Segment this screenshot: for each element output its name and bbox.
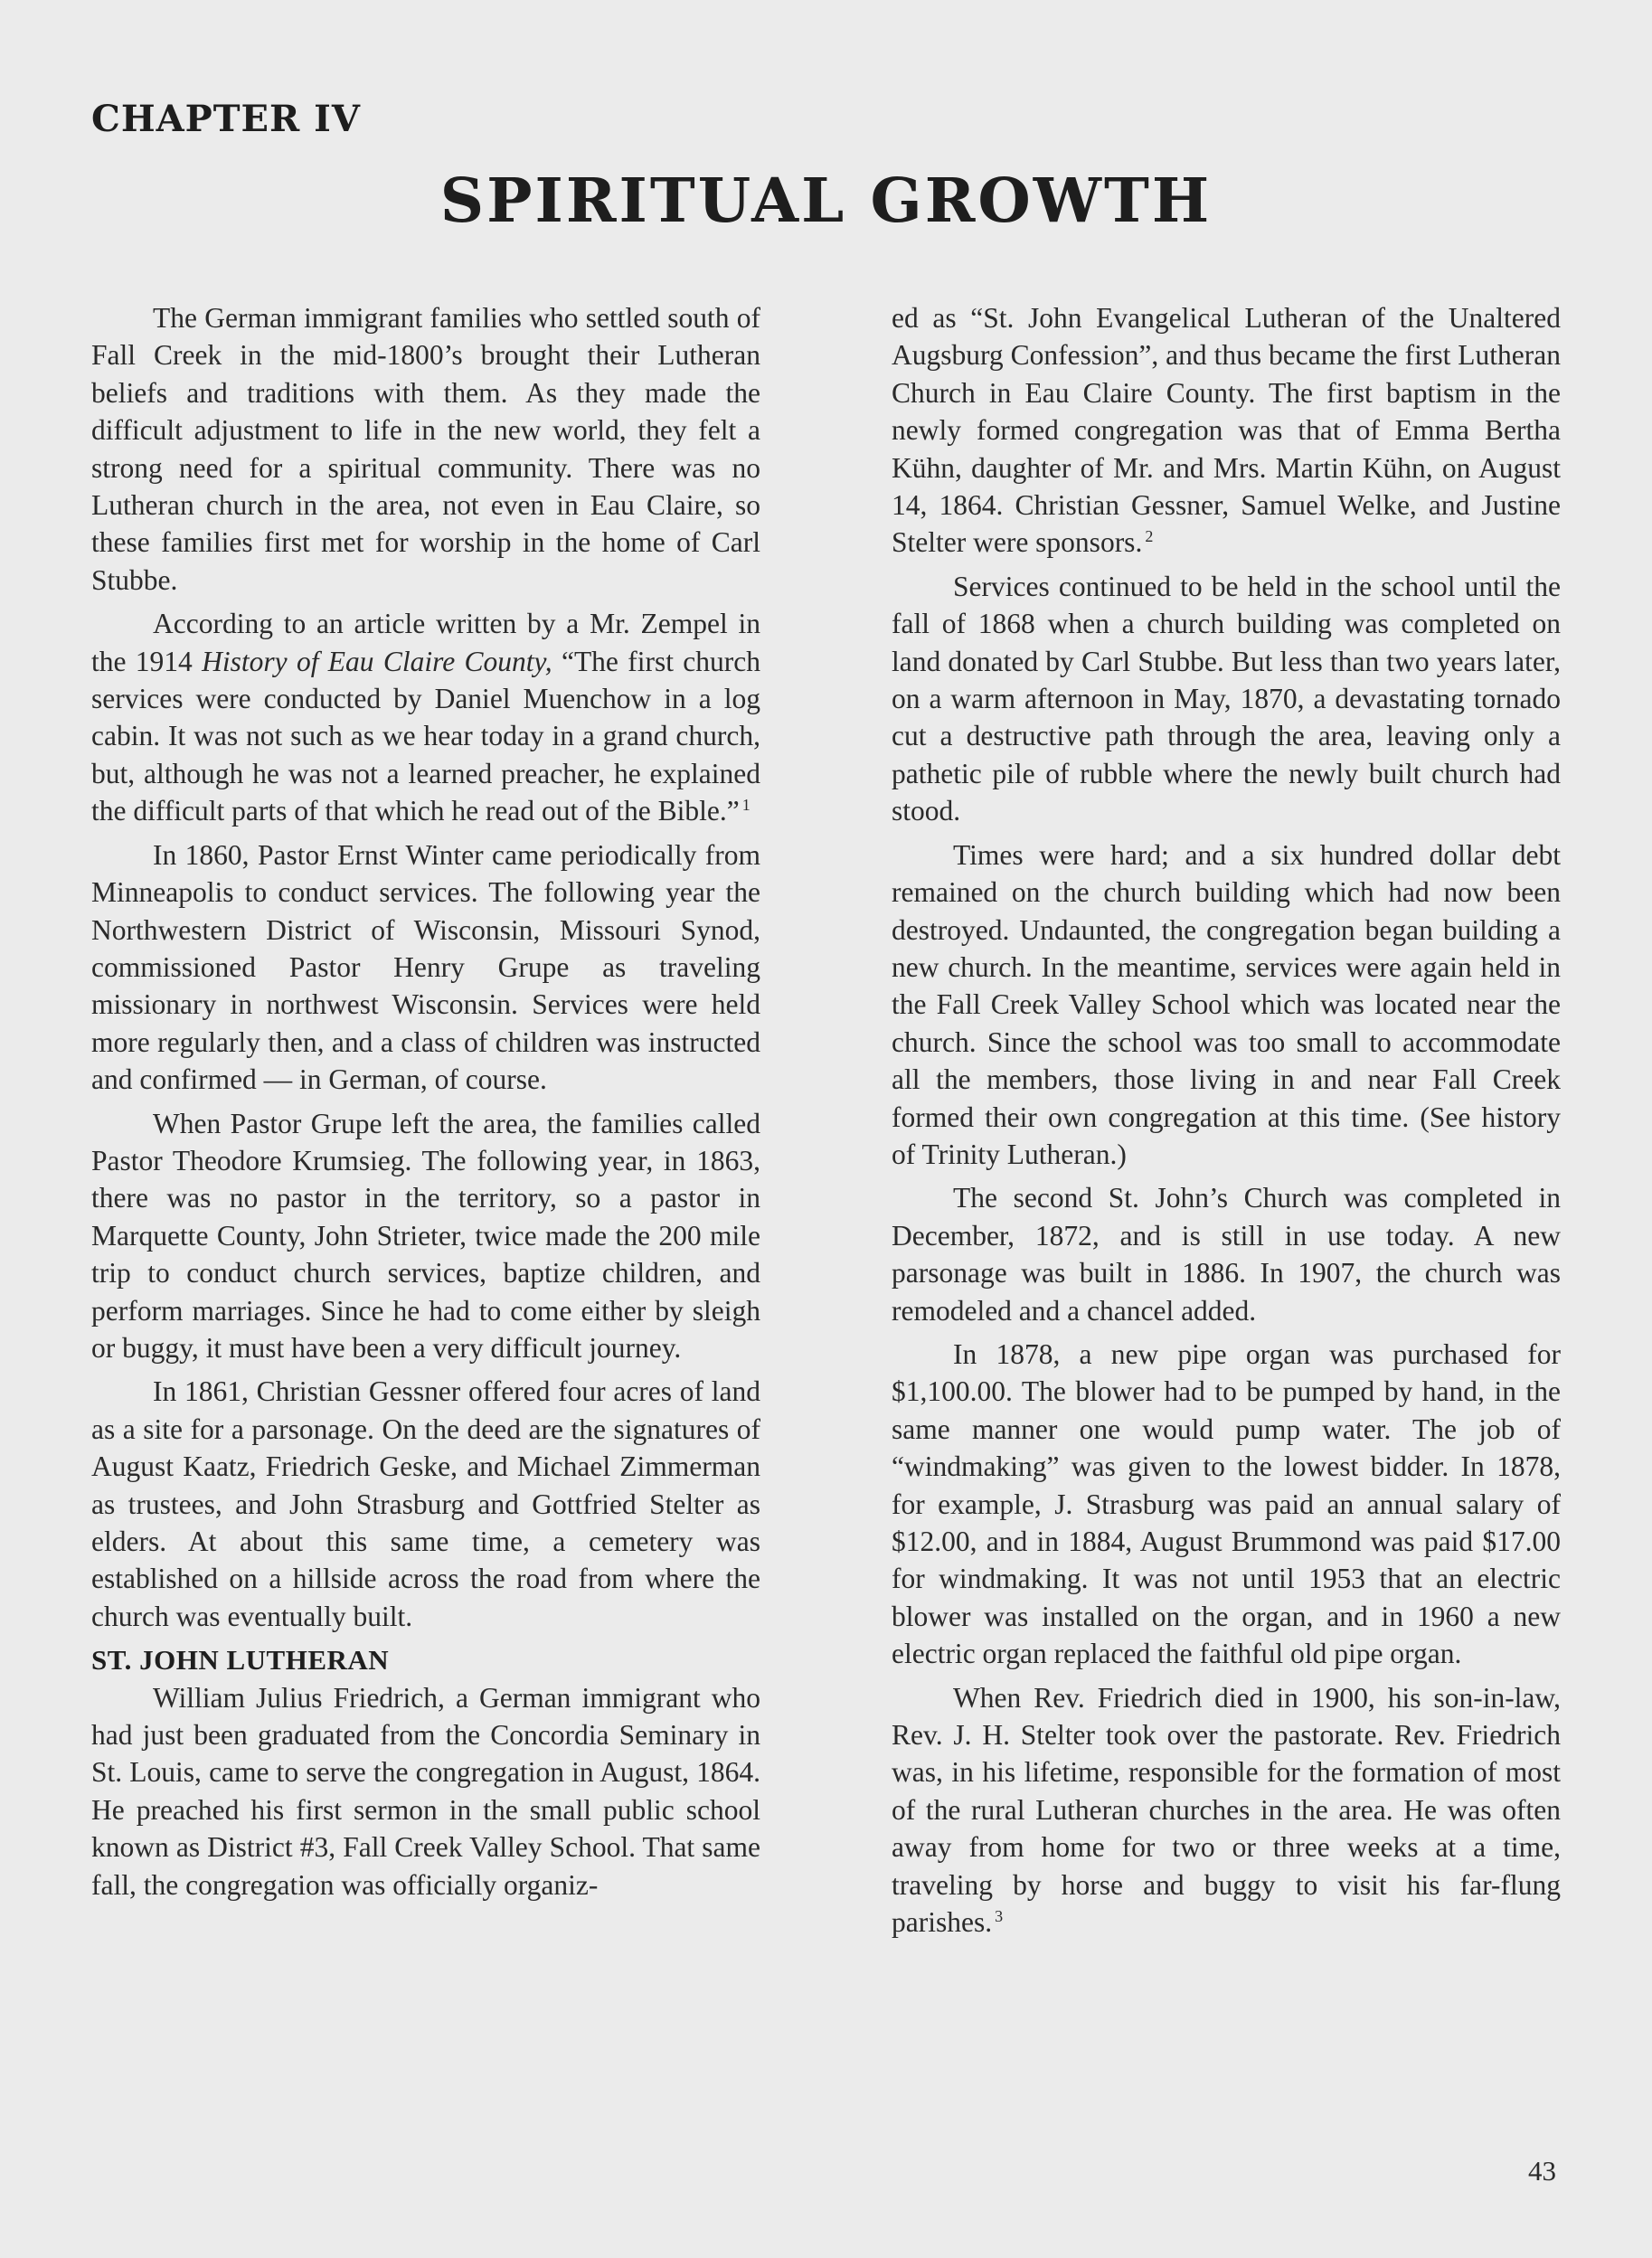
paragraph-text: “The first church services were conducted by Daniel Muenchow in a log cabin. It was not such as we hear today in a grand church, but, although he was not a learned preacher, he explained the difficult parts of that which he read out of the Bible.” [91, 645, 761, 827]
paragraph-zempel-quote [91, 605, 760, 829]
paragraph-text: According to an article written by a Mr. Zempel in the 1914 [91, 608, 760, 677]
paragraph-text: ed as “St. John Evangelical Lutheran of the Unaltered Augsburg Confession”, and thus became the first Lutheran Church in Eau Claire County. The first baptism in the newly formed congregation was that of Emma Bertha Kühn, daughter of Mr. and Mrs. Martin Kühn, on August 14, 1864. Christian Gessner, Samuel Welke, and Justine Stelter were sponsors. [892, 302, 1561, 559]
page-number: 43 [1528, 2155, 1556, 2187]
footnote-marker: 2 [1145, 526, 1154, 545]
left-column [91, 299, 760, 1910]
paragraph: In 1860, Pastor Ernst Winter came periodically from Minneapolis to conduct services. The following year the Northwestern District of Wisconsin, Missouri Synod, commissioned Pastor Henry Grupe as traveling missionary in northwest Wisconsin. Services were held more regularly then, and a class of children was instructed and confirmed — in German, of course. [91, 838, 760, 1096]
footnote-marker: 3 [995, 1906, 1004, 1925]
paragraph: In 1861, Christian Gessner offered four acres of land as a site for a parsonage. On the deed are the signatures of August Kaatz, Friedrich Geske, and Michael Zimmerman as trustees, and John Strasburg and Gottfried Stelter as elders. At about this same time, a cemetery was established on a hillside across the road from where the church was eventually built. [91, 1375, 760, 1632]
paragraph: The German immigrant families who settled south of Fall Creek in the mid-1800’s brought their Lutheran beliefs and traditions with them. As they made the difficult adjustment to life in the new world, they felt a strong need for a spiritual community. There was no Lutheran church in the area, not even in Eau Claire, so these families first met for worship in the home of Carl Stubbe. [91, 302, 760, 596]
footnote-marker: 1 [741, 795, 750, 814]
chapter-label: CHAPTER IV [91, 98, 361, 140]
section-heading: ST. JOHN LUTHERAN [91, 1644, 390, 1677]
paragraph-continued [892, 299, 1561, 562]
paragraph-text: When Rev. Friedrich died in 1900, his son-in-law, Rev. J. H. Stelter took over the pastorate. Rev. Friedrich was, in his lifetime, responsible for the formation of most of the rural Lutheran churches in the area. He was often away from home for two or three weeks at a time, traveling by horse and buggy to visit his far-flung parishes. [892, 1681, 1561, 1939]
paragraph [892, 1679, 1561, 1942]
paragraph: Services continued to be held in the school until the fall of 1868 when a church building was completed on land donated by Carl Stubbe. But less than two years later, on a warm afternoon in May, 1870, a devastating tornado cut a destructive path through the area, leaving only a pathetic pile of rubble where the newly built church had stood. [892, 570, 1561, 827]
paragraph: The second St. John’s Church was completed in December, 1872, and is still in use today. A new parsonage was built in 1886. In 1907, the church was remodeled and a chancel added. [892, 1182, 1561, 1327]
paragraph: William Julius Friedrich, a German immigrant who had just been graduated from the Concordia Seminary in St. Louis, came to serve the congregation in August, 1864. He preached his first sermon in the small public school known as District #3, Fall Creek Valley School. That same fall, the congregation was officially organiz- [91, 1681, 760, 1901]
paragraph: In 1878, a new pipe organ was purchased for $1,100.00. The blower had to be pumped by hand, in the same manner one would pump water. The job of “windmaking” was given to the lowest bidder. In 1878, for example, J. Strasburg was paid an annual salary of $12.00, and in 1884, August Brummond was paid $17.00 for windmaking. It was not until 1953 that an electric blower was installed on the organ, and in 1960 a new electric organ replaced the faithful old pipe organ. [892, 1337, 1561, 1670]
paragraph: Times were hard; and a six hundred dollar debt remained on the church building which had now been destroyed. Undaunted, the congregation began building a new church. In the meantime, services were again held in the Fall Creek Valley School which was located near the church. Since the school was too small to accommodate all the members, those living in and near Fall Creek formed their own congregation at this time. (See history of Trinity Lutheran.) [892, 838, 1561, 1170]
book-title: History of Eau Claire County, [202, 645, 552, 677]
paragraph: When Pastor Grupe left the area, the families called Pastor Theodore Krumsieg. The following year, in 1863, there was no pastor in the territory, so a pastor in Marquette County, John Strieter, twice made the 200 mile trip to conduct church services, baptize children, and perform marriages. Since he had to come either by sleigh or buggy, it must have been a very difficult journey. [91, 1107, 760, 1364]
right-column [892, 299, 1561, 1947]
chapter-title: SPIRITUAL GROWTH [439, 165, 1213, 236]
